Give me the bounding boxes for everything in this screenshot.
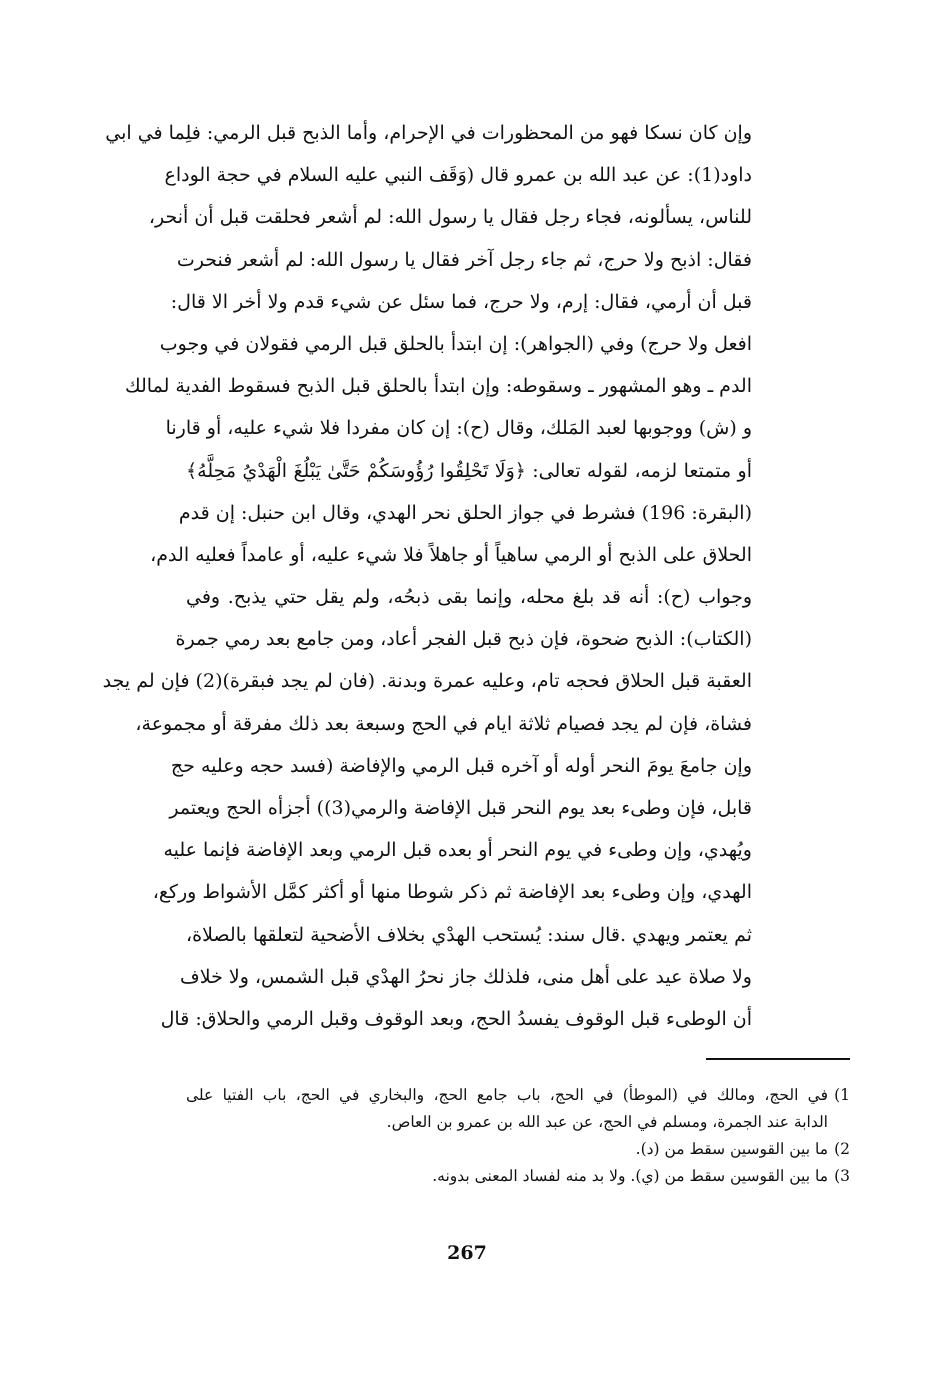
- text-line: فقال: اذبح ولا حرج، ثم جاء رجل آخر فقال يا رسول الله: لم أشعر فنحرت: [176, 248, 752, 271]
- text-line: العقبة قبل الحلاق فحجه تام، وعليه عمرة وبدنة. (فان لم يجد فبقرة)(2) فإن لم يجد: [102, 670, 752, 693]
- footnote-line: ما بين القوسين سقط من (د).: [635, 1140, 828, 1158]
- footnote-2: [186, 1136, 850, 1163]
- text-line: الحلاق على الذبح أو الرمي ساهياً أو جاهلاً فلا شيء عليه، أو عامداً فعليه الدم،: [150, 543, 752, 566]
- footnote-text: [186, 1163, 828, 1190]
- footnotes-block: [186, 1082, 850, 1190]
- footnote-3: [186, 1163, 850, 1190]
- text-line: قبل أن أرمي، فقال: إرم، ولا حرج، فما سئل عن شيء قدم ولا أخر الا قال:: [170, 290, 752, 313]
- text-line: فشاة، فإن لم يجد فصيام ثلاثة ايام في الحج وسبعة بعد ذلك مفرقة أو مجموعة،: [135, 712, 752, 735]
- text-line: وإن كان نسكا فهو من المحظورات في الإحرام، وأما الذبح قبل الرمي: فلِما في ابي: [105, 122, 752, 144]
- footnote-number: 3): [834, 1167, 850, 1185]
- text-line: (الكتاب): الذبح ضحوة، فإن ذبح قبل الفجر أعاد، ومن جامع بعد رمي جمرة: [175, 628, 752, 651]
- text-line: الدم ـ وهو المشهور ـ وسقوطه: وإن ابتدأ بالحلق قبل الذبح فسقوط الفدية لمالك: [125, 375, 752, 398]
- text-line: الهدي، وإن وطىء بعد الإفاضة ثم ذكر شوطا منها أو أكثر كمَّل الأشواط وركع،: [152, 881, 752, 904]
- footnote-text: [186, 1136, 828, 1163]
- text-line: و (ش) ووجوبها لعبد المَلك، وقال (ح): إن كان مفردا فلا شيء عليه، أو قارنا: [165, 417, 752, 440]
- footnote-text: [186, 1082, 828, 1136]
- text-line: داود(1): عن عبد الله بن عمرو قال (وَقَف النبي عليه السلام في حجة الوداع: [164, 164, 752, 187]
- footnote-line: الدابة عند الجمرة، ومسلم في الحج، عن عبد الله بن عمرو بن العاص.: [386, 1113, 828, 1131]
- footnote-number: 2): [834, 1140, 850, 1158]
- text-line: ويُهدي، وإن وطىء في يوم النحر أو بعده قبل الرمي وبعد الإفاضة فإنما عليه: [163, 839, 752, 862]
- text-line: افعل ولا حرج) وفي (الجواهر): إن ابتدأ بالحلق قبل الرمي فقولان في وجوب: [159, 332, 752, 355]
- text-line: للناس، يسألونه، فجاء رجل فقال يا رسول الله: لم أشعر فحلقت قبل أن أنحر،: [148, 206, 752, 229]
- footnote-number: 1): [834, 1086, 850, 1104]
- footnote-line: ما بين القوسين سقط من (ي). ولا بد منه لفساد المعنى بدونه.: [432, 1167, 828, 1185]
- footnote-1: [186, 1082, 850, 1136]
- text-line: وجواب (ح): أنه قد بلغ محله، وإنما بقى ذبحُه، ولم يقل حتي يذبح. وفي: [186, 586, 752, 609]
- text-line: أن الوطىء قبل الوقوف يفسدُ الحج، وبعد الوقوف وقبل الرمي والحلاق: قال: [160, 1007, 752, 1030]
- main-text-block: [102, 112, 752, 1040]
- text-line: قابل، فإن وطىء بعد يوم النحر قبل الإفاضة والرمي(3)) أجزأه الحج ويعتمر: [169, 797, 752, 819]
- text-line: ولا صلاة عيد على أهل منى، فلذلك جاز نحرُ الهدْي قبل الشمس، ولا خلاف: [180, 965, 752, 988]
- footnote-line: في الحج، ومالك في (الموطأ) في الحج، باب جامع الحج، والبخاري في الحج، باب الفتيا على: [186, 1086, 828, 1104]
- text-line: ثم يعتمر ويهدي .قال سند: يُستحب الهدْي بخلاف الأضحية لتعلقها بالصلاة،: [186, 923, 752, 946]
- footnote-divider: [706, 1058, 850, 1060]
- page-number: 267: [447, 1242, 487, 1264]
- text-line: أو متمتعا لزمه، لقوله تعالى: ﴿وَلَا تَحْلِقُوا رُؤُوسَكُمْ حَتَّىٰ يَبْلُغَ الْهَدْيُ مَحِلَّهُ﴾: [186, 459, 752, 482]
- text-line: وإن جامعَ يومَ النحر أوله أو آخره قبل الرمي والإفاضة (فسد حجه وعليه حج: [170, 754, 752, 777]
- text-line: (البقرة: 196) فشرط في جواز الحلق نحر الهدي، وقال ابن حنبل: إن قدم: [178, 501, 752, 524]
